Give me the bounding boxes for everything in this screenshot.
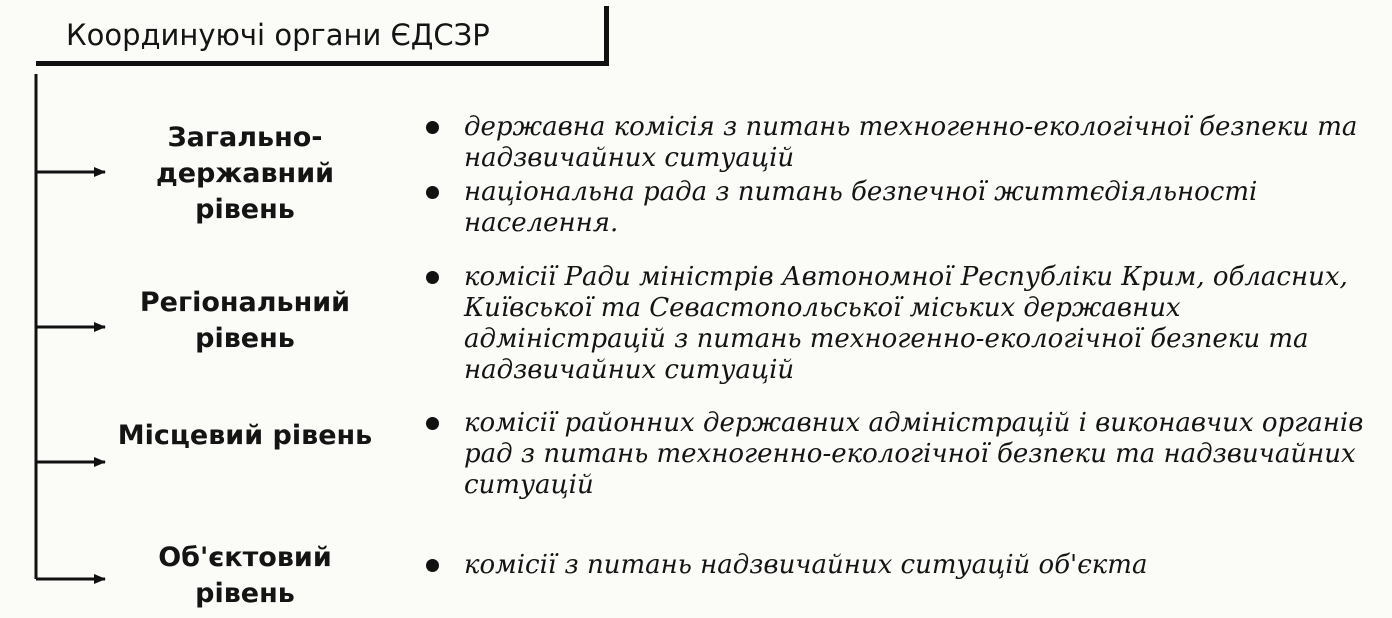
level-items-object	[420, 550, 1385, 584]
item-text: комісії Ради міністрів Автономної Республіки Крим, обласних, Київської та Севастопольської міських державних адміністрацій з питань техногенно-екологічної безпеки та надзвичайних ситуацій	[464, 262, 1348, 385]
level-items-national	[420, 112, 1385, 242]
bullet-icon	[426, 186, 439, 199]
level-label-regional: Регіональний рівень	[139, 287, 351, 354]
level-items-local	[420, 408, 1385, 504]
item-text: державна комісія з питань техногенно-екологічної безпеки та надзвичайних ситуацій	[464, 112, 1358, 173]
list-item	[420, 408, 1385, 501]
diagram-title: Координуючі органи ЄДСЗР	[36, 6, 609, 66]
bullet-icon	[426, 121, 439, 134]
level-items-regional	[420, 262, 1385, 389]
level-label-national: Загально-державний рівень	[155, 122, 335, 225]
list-item	[420, 177, 1385, 239]
item-text: національна рада з питань безпечної життєдіяльності населення.	[464, 177, 1258, 238]
bullet-icon	[426, 559, 439, 572]
item-text: комісії з питань надзвичайних ситуацій об'єкта	[464, 550, 1148, 580]
level-label-object: Об'єктовий рівень	[158, 542, 332, 609]
list-item	[420, 550, 1385, 581]
bullet-icon	[426, 271, 439, 284]
list-item	[420, 262, 1385, 386]
list-item	[420, 112, 1385, 174]
bullet-icon	[426, 417, 439, 430]
level-label-local: Місцевий рівень	[117, 420, 373, 451]
item-text: комісії районних державних адміністрацій і виконавчих органів рад з питань техногенно-екологічної безпеки та надзвичайних ситуацій	[464, 408, 1364, 500]
